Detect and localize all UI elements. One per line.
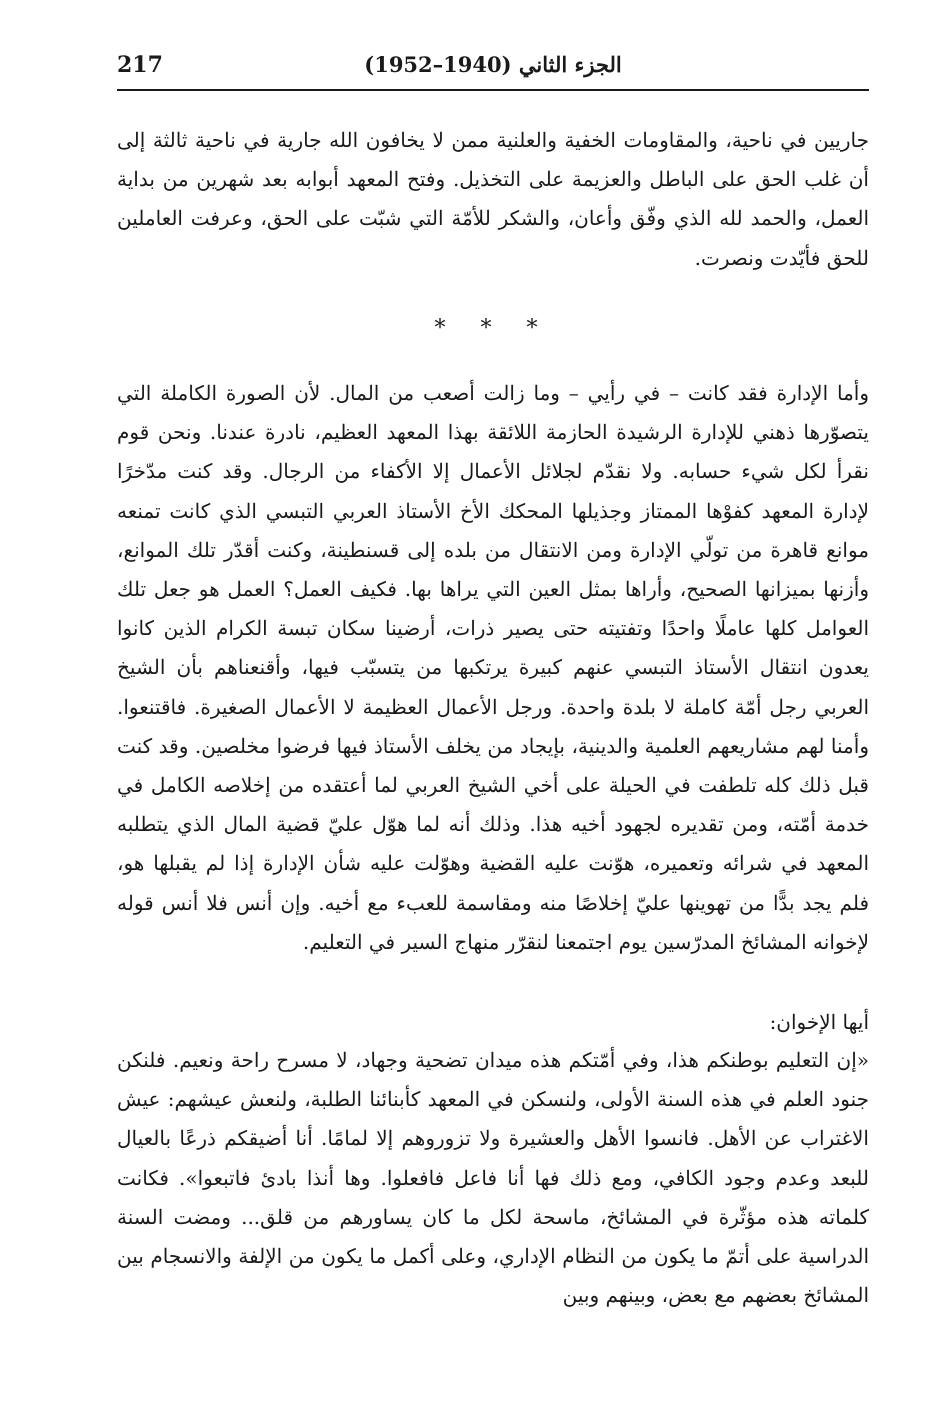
page-number: 217 (117, 52, 163, 78)
header-rule (117, 89, 869, 91)
paragraph-2 (117, 374, 869, 962)
running-title: الجزء الثاني (1940–1952) (364, 52, 622, 77)
paragraph-text: وأما الإدارة فقد كانت – في رأيي – وما زالت أصعب من المال. لأن الصورة الكاملة التي يتصوّرها ذهني للإدارة الرشيدة الحازمة اللائقة بهذا المعهد العظيم، نادرة عندنا. ونحن قوم نقرأ لكل شيء حسابه. ولا نقدّم لجلائل الأعمال إلا الأكفاء من الرجال. وقد كنت مدّخرًا لإدارة المعهد كفوْها الممتاز وجذيلها المحكك الأخ الأستاذ العربي التبسي الذي كانت تمنعه موانع قاهرة من تولّي الإدارة ومن الانتقال من بلده إلى قسنطينة، وكنت أقدّر تلك الموانع، وأزنها بميزانها الصحيح، وأراها بمثل العين التي يراها بها. فكيف العمل؟ العمل هو جعل تلك العوامل كلها عاملًا واحدًا وتفتيته حتى يصير ذرات، أرضينا سكان تبسة الكرام الذين كانوا يعدون انتقال الأستاذ التبسي عنهم كبيرة يرتكبها من يتسبّب فيها، وأقنعناهم بأن الشيخ العربي رجل أمّة كاملة لا بلدة واحدة. ورجل الأعمال العظيمة لا الأعمال الصغيرة. فاقتنعوا. وأمنا لهم مشاريعهم العلمية والدينية، بإيجاد من يخلف الأستاذ فيها فرضوا مخلصين. وقد كنت قبل ذلك كله تلطفت في الحيلة على أخي الشيخ العربي لما أعتقده من إخلاصه الكامل في خدمة أمّته، ومن تقديره لجهود أخيه هذا. وذلك أنه لما هوّل عليّ قضية المال الذي يتطلبه المعهد في شرائه وتعميره، هوّنت عليه القضية وهوّلت عليه شأن الإدارة إذا لم يقبلها هو، فلم يجد بدًّا من تهوينها عليّ إخلاصًا منه ومقاسمة للعبء مع أخيه. وإن أنس فلا أنس قوله لإخوانه المشائخ المدرّسين يوم اجتمعنا لنقرّر منهاج السير في التعليم. (117, 381, 869, 954)
paragraph-1 (117, 121, 869, 278)
paragraph-text: «إن التعليم بوطنكم هذا، وفي أمّتكم هذه ميدان تضحية وجهاد، لا مسرح راحة ونعيم. فلنكن جنود العلم في هذه السنة الأولى، ولنسكن في المعهد كأبنائنا الطلبة، ولنعش عيشهم: عيش الاغتراب عن الأهل. فانسوا الأهل والعشيرة ولا تزوروهم إلا لمامًا. أنا أضيقكم ذرعًا بالعيال للبعد وعدم وجود الكافي، ومع ذلك فها أنا فاعل فافعلوا. وها أنذا بادئ فاتبعوا». فكانت كلماته هذه مؤثّرة في المشائخ، ماسحة لكل ما كان يساورهم من قلق... ومضت السنة الدراسية على أتمّ ما يكون من النظام الإداري، وعلى أكمل ما يكون من الإلفة والانسجام بين المشائخ بعضهم مع بعض، وبينهم وبين (117, 1048, 870, 1308)
page-header (117, 44, 869, 92)
paragraph-text: جاريين في ناحية، والمقاومات الخفية والعلنية ممن لا يخافون الله جارية في ناحية ثالثة إلى أن غلب الحق على الباطل والعزيمة على التخذيل. وفتح المعهد أبوابه بعد شهرين من بداية العمل، والحمد لله الذي وفّق وأعان، والشكر للأمّة التي شبّت على الحق، وعرفت العاملين للحق فأيّدت ونصرت. (117, 128, 869, 270)
paragraph-quote (117, 1041, 869, 1315)
paragraph-text: أيها الإخوان: (769, 1010, 869, 1034)
address-line (117, 1003, 869, 1042)
section-separator: * * * (434, 316, 552, 341)
